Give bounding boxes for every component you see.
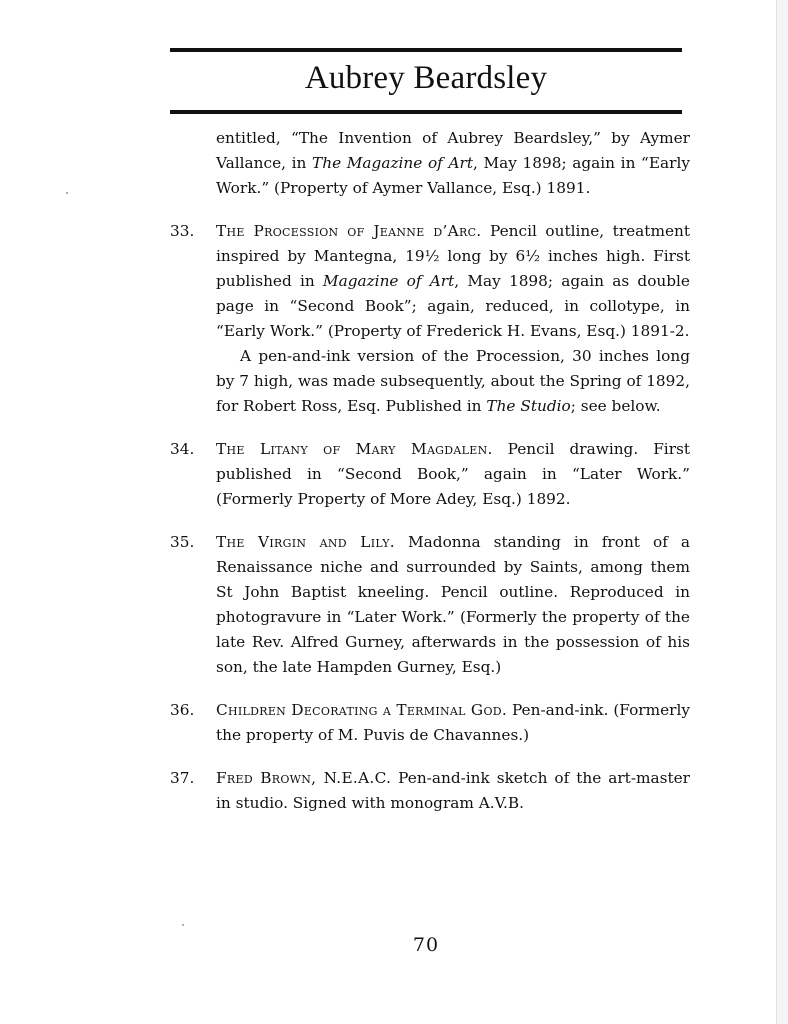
- entry-paragraph: [216, 698, 690, 748]
- entry-text: Madonna standing in front of a Renaissance niche and surrounded by Saints, among them St John Baptist kneeling. Pencil outline. Reproduced in photogravure in “Later Work.” (Formerly the property of the late Rev. Alfred Gurney, afterwards in the possession of his son, the late Hampden Gurney, Esq.): [216, 533, 691, 676]
- scan-edge: [776, 0, 788, 1024]
- header-rule-top: [170, 48, 682, 52]
- entry-paragraph: [216, 530, 690, 680]
- continuation-paragraph: [170, 126, 690, 201]
- entry-text: A pen-and-ink version of the Procession, 30 inches long by 7 high, was made subsequently, about the Spring of 1892, for Robert Ross, Esq. Published in: [216, 347, 690, 415]
- entry-number: 35.: [170, 533, 195, 551]
- entry-text: Pencil drawing. First published in “Second Book,” again in “Later Work.” (Formerly Property of More Adey, Esq.) 1892.: [216, 440, 691, 508]
- catalogue-entry-34: [170, 437, 690, 512]
- entry-number: 37.: [170, 769, 195, 787]
- entry-text: Pen-and-ink sketch of the art-master in studio. Signed with monogram A.V.B.: [216, 769, 690, 812]
- entry-number: 33.: [170, 222, 195, 240]
- entry-title: The Virgin and Lily.: [216, 533, 395, 551]
- entry-paragraph: [216, 437, 690, 512]
- entry-italic: The Studio: [486, 397, 571, 415]
- continuation-text-b: , May 1898; again in “Early Work.” (Property of Aymer Vallance, Esq.) 1891.: [216, 154, 691, 197]
- entry-paragraph: [216, 219, 690, 344]
- entry-paragraph: [216, 766, 690, 816]
- header-rule-bottom: [170, 110, 682, 114]
- entry-number: 36.: [170, 701, 195, 719]
- entry-title: The Litany of Mary Magdalen.: [216, 440, 493, 458]
- page-number: 70: [412, 934, 440, 956]
- entry-title: Children Decorating a Terminal God.: [216, 701, 508, 719]
- scan-speck: [66, 192, 68, 194]
- scan-speck: [182, 924, 184, 926]
- running-title: Aubrey Beardsley: [304, 60, 548, 96]
- page-body: [170, 126, 690, 834]
- entry-text: ; see below.: [570, 397, 661, 415]
- entry-text: Pen-and-ink. (Formerly the property of M. Puvis de Chavannes.): [216, 701, 690, 744]
- entry-italic: Magazine of Art: [322, 272, 455, 290]
- catalogue-entry-35: [170, 530, 690, 680]
- continuation-italic: The Magazine of Art: [312, 154, 473, 172]
- catalogue-entry-36: [170, 698, 690, 748]
- entry-text: , May 1898; again as double page in “Second Book”; again, reduced, in collotype, in “Early Work.” (Property of Frederick H. Evans, Esq.) 1891-2.: [216, 272, 690, 340]
- continuation-text-a: entitled, “The Invention of Aubrey Beardsley,” by Aymer Vallance, in: [216, 129, 690, 172]
- catalogue-entry-37: [170, 766, 690, 816]
- entry-title: The Procession of Jeanne d’Arc.: [216, 222, 482, 240]
- entry-subparagraph: [216, 344, 690, 419]
- entry-title: Fred Brown, N.E.A.C.: [216, 769, 392, 787]
- catalogue-entry-33: [170, 219, 690, 419]
- entry-text: Pencil outline, treatment inspired by Mantegna, 19½ long by 6½ inches high. First published in: [216, 222, 691, 290]
- entry-number: 34.: [170, 440, 195, 458]
